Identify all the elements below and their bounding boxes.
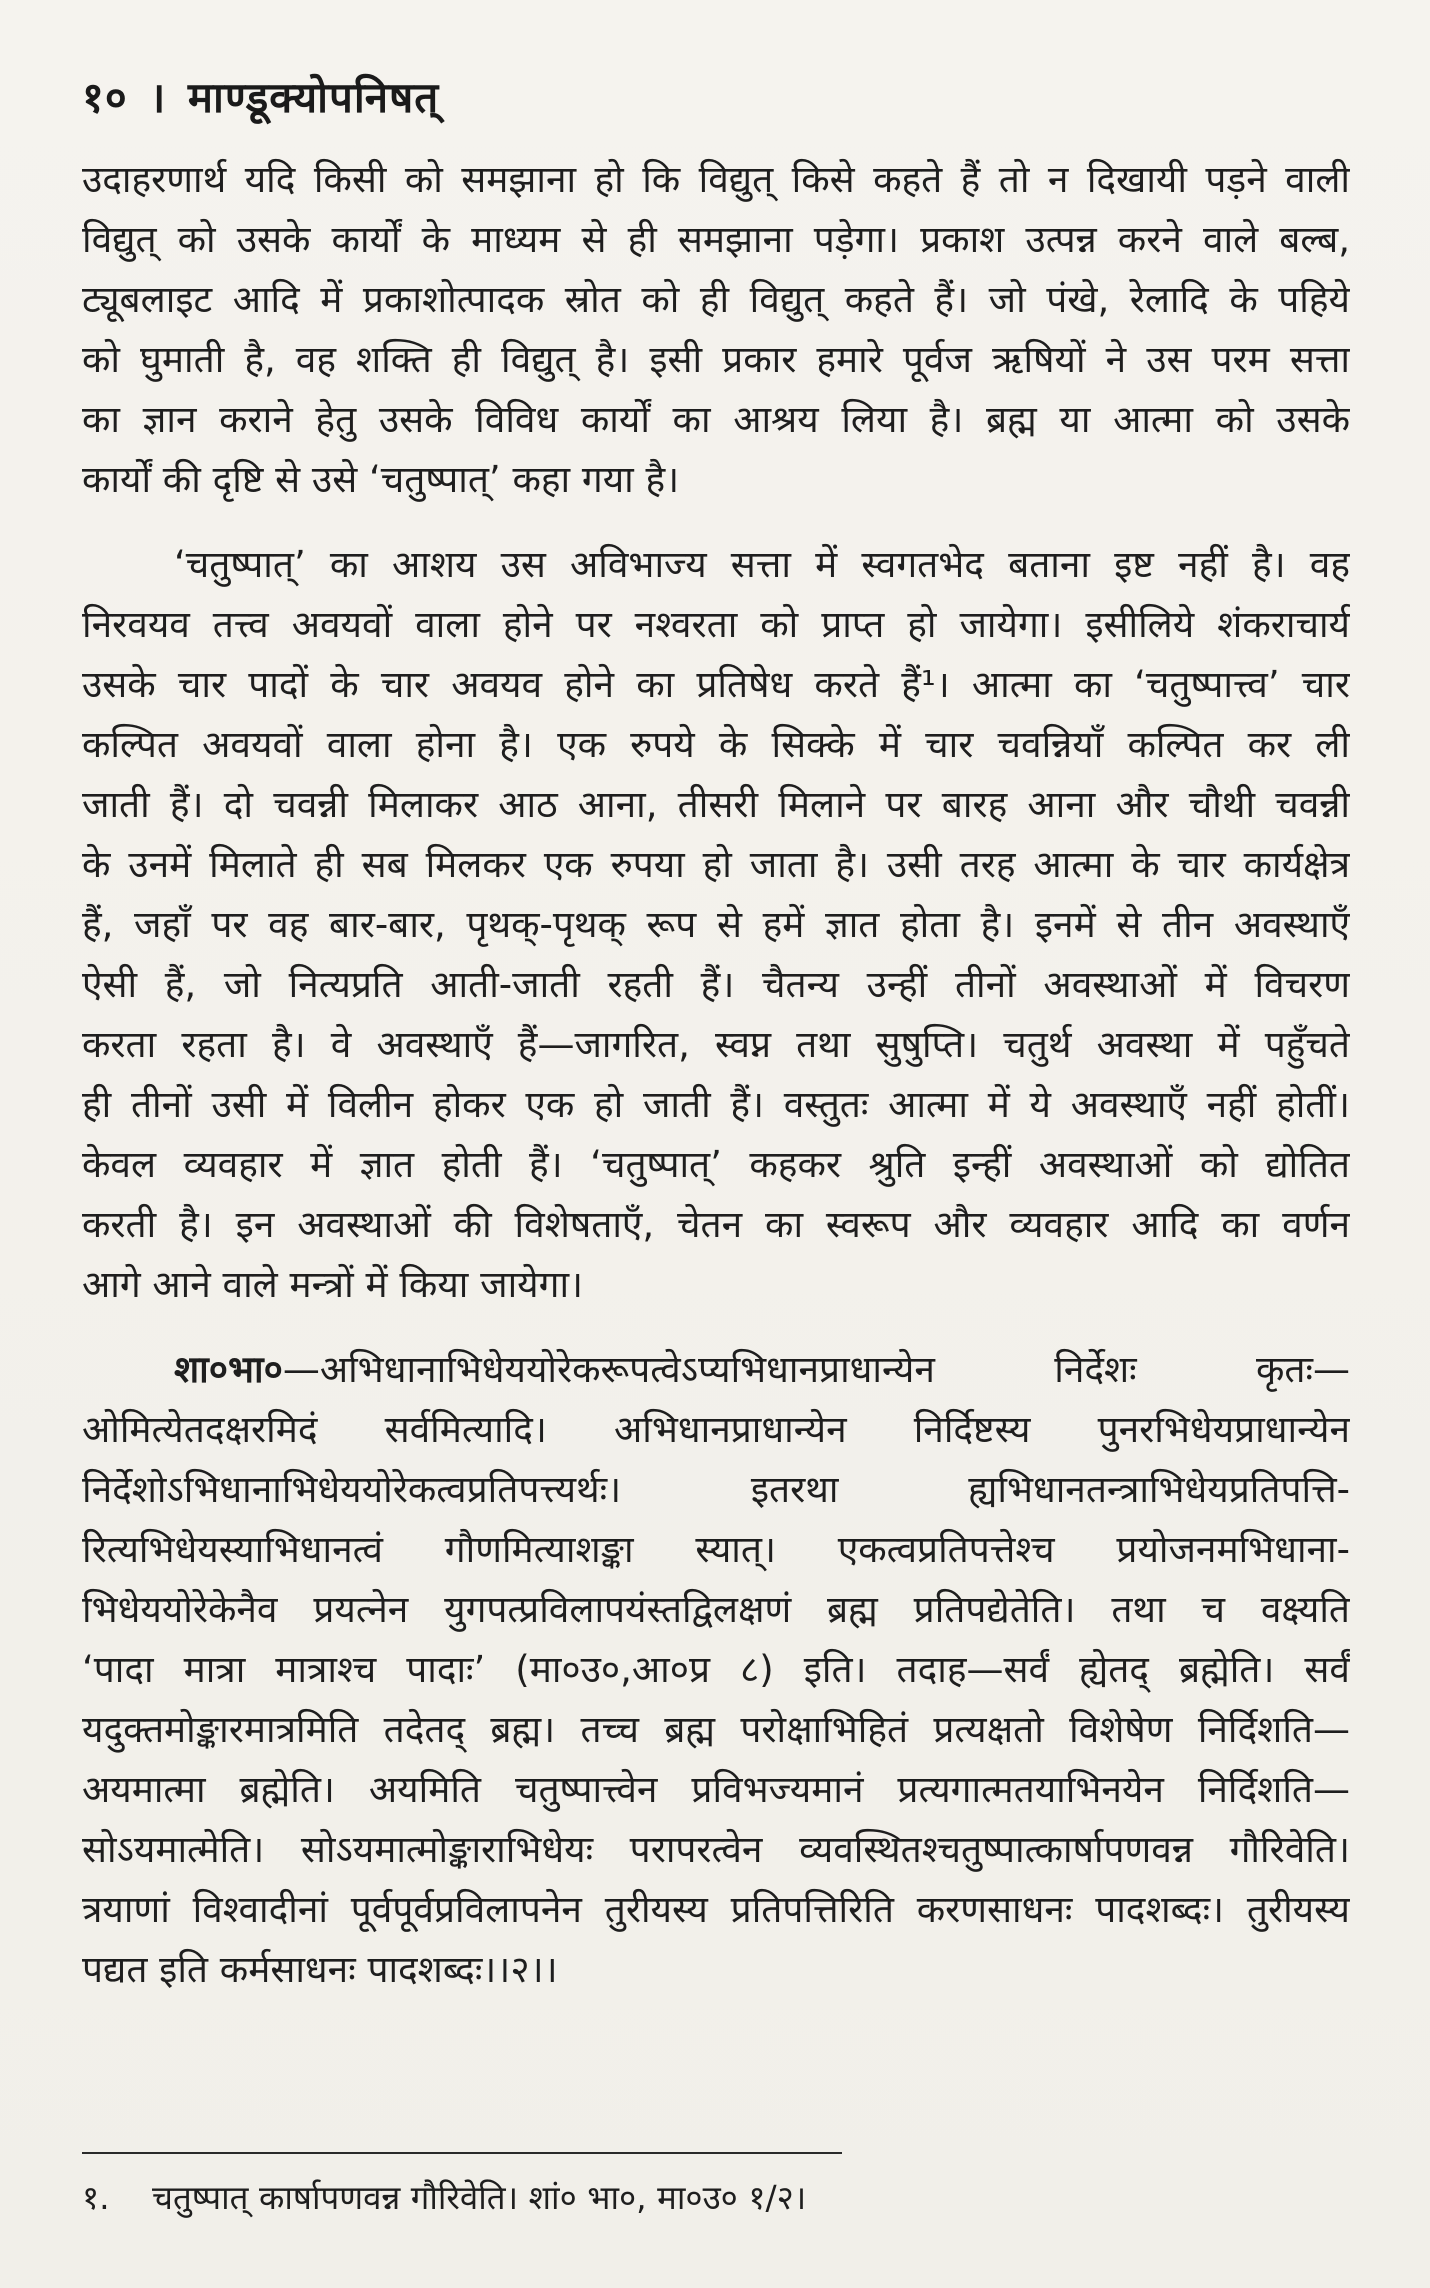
bhashya-line: निर्देशोऽभिधानाभिधेययोरेकत्वप्रतिपत्त्यर्थः। इतरथा ह्यभिधानतन्त्राभिधेयप्रतिपत्ति- bbox=[82, 1468, 1350, 1511]
bhashya-label: शा०भा० bbox=[174, 1348, 283, 1391]
book-title: माण्डूक्योपनिषत् bbox=[187, 73, 440, 122]
running-header bbox=[82, 68, 439, 125]
bhashya-first-line bbox=[174, 1340, 1350, 1400]
paragraph-1-line: को घुमाती है, वह शक्ति ही विद्युत् है। इसी प्रकार हमारे पूर्वज ऋषियों ने उस परम सत्ता bbox=[82, 338, 1350, 381]
bhashya-line: ओमित्येतदक्षरमिदं सर्वमित्यादि। अभिधानप्राधान्येन निर्दिष्टस्य पुनरभिधेयप्राधान्येन bbox=[82, 1408, 1350, 1451]
paragraph-1-line: का ज्ञान कराने हेतु उसके विविध कार्यों का आश्रय लिया है। ब्रह्म या आत्मा को उसके bbox=[82, 398, 1350, 441]
bhashya-line: पद्यत इति कर्मसाधनः पादशब्दः।।२।। bbox=[82, 1948, 558, 1991]
paragraph-2-line: जाती हैं। दो चवन्नी मिलाकर आठ आना, तीसरी मिलाने पर बारह आना और चौथी चवन्नी bbox=[82, 783, 1350, 826]
paragraph-2-line: कल्पित अवयवों वाला होना है। एक रुपये के सिक्के में चार चवन्नियाँ कल्पित कर ली bbox=[82, 723, 1350, 766]
paragraph-2-line: ‘चतुष्पात्’ का आशय उस अविभाज्य सत्ता में स्वगतभेद बताना इष्ट नहीं है। वह bbox=[174, 543, 1350, 586]
footnote-divider bbox=[82, 2152, 842, 2154]
paragraph-2-line: करता रहता है। वे अवस्थाएँ हैं—जागरित, स्वप्न तथा सुषुप्ति। चतुर्थ अवस्था में पहुँचते bbox=[82, 1023, 1350, 1066]
paragraph-2-line: के उनमें मिलाते ही सब मिलकर एक रुपया हो जाता है। उसी तरह आत्मा के चार कार्यक्षेत्र bbox=[82, 843, 1350, 886]
bhashya-line: ‘पादा मात्रा मात्राश्च पादाः’ (मा०उ०,आ०प्र ८) इति। तदाह—सर्वं ह्येतद् ब्रह्मेति। सर्वं bbox=[82, 1648, 1350, 1691]
paragraph-2-line: करती है। इन अवस्थाओं की विशेषताएँ, चेतन का स्वरूप और व्यवहार आदि का वर्णन bbox=[82, 1203, 1350, 1246]
paragraph-2-line: ही तीनों उसी में विलीन होकर एक हो जाती हैं। वस्तुतः आत्मा में ये अवस्थाएँ नहीं होतीं। bbox=[82, 1083, 1350, 1126]
paragraph-1-line: उदाहरणार्थ यदि किसी को समझाना हो कि विद्युत् किसे कहते हैं तो न दिखायी पड़ने वाली bbox=[82, 158, 1350, 201]
paragraph-2-line: हैं, जहाँ पर वह बार-बार, पृथक्-पृथक् रूप से हमें ज्ञात होता है। इनमें से तीन अवस्थाएँ bbox=[82, 903, 1350, 946]
paragraph-1-line: कार्यों की दृष्टि से उसे ‘चतुष्पात्’ कहा गया है। bbox=[82, 458, 680, 501]
paragraph-2-line: केवल व्यवहार में ज्ञात होती हैं। ‘चतुष्पात्’ कहकर श्रुति इन्हीं अवस्थाओं को द्योतित bbox=[82, 1143, 1350, 1186]
bhashya-line: यदुक्तमोङ्कारमात्रमिति तदेतद् ब्रह्म। तच्च ब्रह्म परोक्षाभिहितं प्रत्यक्षतो विशेषेण निर्दिशति— bbox=[82, 1708, 1350, 1751]
bhashya-first-line-text: —अभिधानाभिधेययोरेकरूपत्वेऽप्यभिधानप्राधान्येन निर्देशः कृतः— bbox=[282, 1348, 1350, 1391]
bhashya-line: रित्यभिधेयस्याभिधानत्वं गौणमित्याशङ्का स्यात्। एकत्वप्रतिपत्तेश्च प्रयोजनमभिधाना- bbox=[82, 1528, 1350, 1571]
page-number: १० bbox=[82, 73, 128, 122]
header-separator: । bbox=[149, 73, 167, 122]
bhashya-line: सोऽयमात्मेति। सोऽयमात्मोङ्काराभिधेयः परापरत्वेन व्यवस्थितश्चतुष्पात्कार्षापणवन्न गौरिवेति। bbox=[82, 1828, 1350, 1871]
paragraph-1-line: ट्यूबलाइट आदि में प्रकाशोत्पादक स्रोत को ही विद्युत् कहते हैं। जो पंखे, रेलादि के पहिये bbox=[82, 278, 1350, 321]
bhashya-line: अयमात्मा ब्रह्मेति। अयमिति चतुष्पात्त्वेन प्रविभज्यमानं प्रत्यगात्मतयाभिनयेन निर्दिशति— bbox=[82, 1768, 1350, 1811]
paragraph-2-line: आगे आने वाले मन्त्रों में किया जायेगा। bbox=[82, 1263, 584, 1306]
paragraph-1-line: विद्युत् को उसके कार्यों के माध्यम से ही समझाना पड़ेगा। प्रकाश उत्पन्न करने वाले बल्ब, bbox=[82, 218, 1350, 261]
bhashya-line: भिधेययोरेकेनैव प्रयत्नेन युगपत्प्रविलापयंस्तद्विलक्षणं ब्रह्म प्रतिपद्येतेति। तथा च वक्ष्यति bbox=[82, 1588, 1350, 1631]
paragraph-2-line: निरवयव तत्त्व अवयवों वाला होने पर नश्वरता को प्राप्त हो जायेगा। इसीलिये शंकराचार्य bbox=[82, 603, 1350, 646]
paragraph-2-line: ऐसी हैं, जो नित्यप्रति आती-जाती रहती हैं। चैतन्य उन्हीं तीनों अवस्थाओं में विचरण bbox=[82, 963, 1350, 1006]
footnote-number: १. bbox=[82, 2178, 110, 2217]
footnote-text: चतुष्पात् कार्षापणवन्न गौरिवेति। शां० भा०, मा०उ० १/२। bbox=[152, 2178, 807, 2217]
bhashya-line: त्रयाणां विश्वादीनां पूर्वपूर्वप्रविलापनेन तुरीयस्य प्रतिपत्तिरिति करणसाधनः पादशब्दः। तुरीयस्य bbox=[82, 1888, 1350, 1931]
paragraph-2-line: उसके चार पादों के चार अवयव होने का प्रतिषेध करते हैं¹। आत्मा का ‘चतुष्पात्त्व’ चार bbox=[82, 663, 1350, 706]
footnote bbox=[82, 2175, 806, 2221]
